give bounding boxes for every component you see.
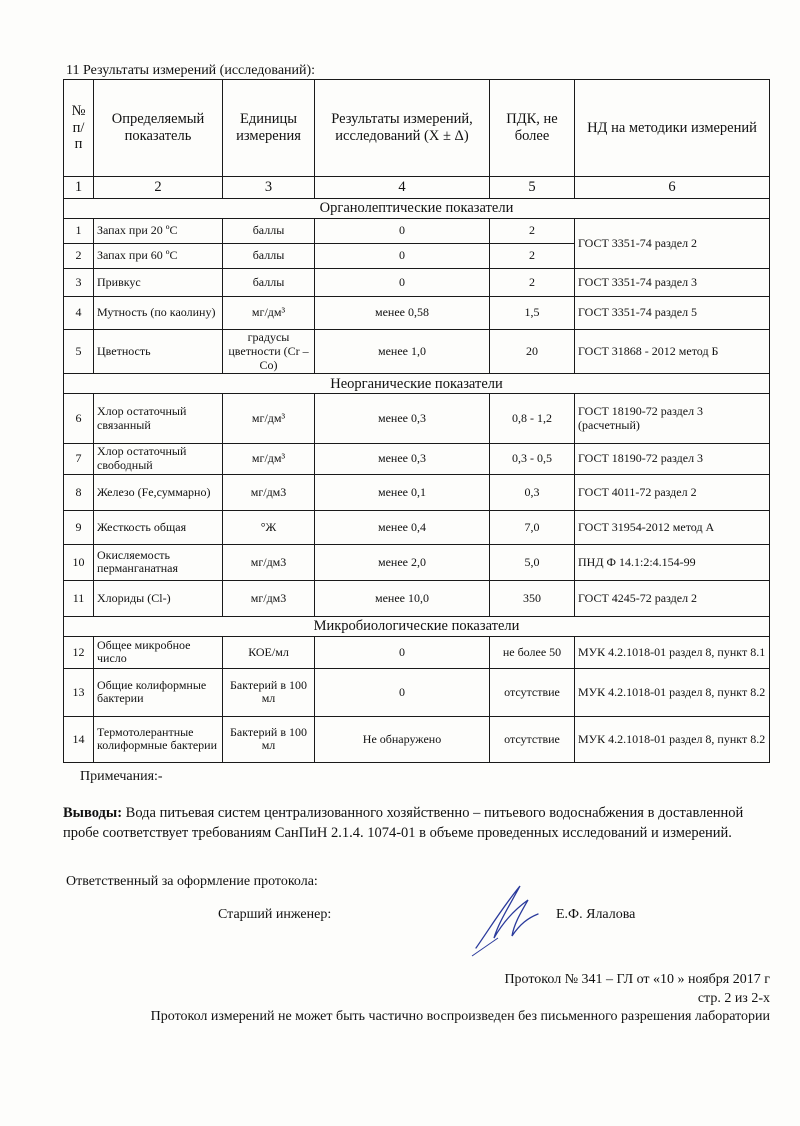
header-pdk: ПДК, не более (490, 80, 575, 177)
results-table (63, 79, 770, 763)
row-indicator: Мутность (по каолину) (94, 297, 223, 330)
row-num: 6 (64, 394, 94, 444)
table-row (64, 394, 770, 444)
row-unit: мг/дм3 (223, 580, 315, 616)
row-num: 2 (64, 244, 94, 269)
row-unit: Бактерий в 100 мл (223, 716, 315, 762)
row-pdk: 2 (490, 244, 575, 269)
row-indicator: Железо (Fe,суммарно) (94, 474, 223, 510)
row-method: ГОСТ 3351-74 раздел 5 (575, 297, 770, 330)
row-pdk: 2 (490, 219, 575, 244)
row-method: МУК 4.2.1018-01 раздел 8, пункт 8.2 (575, 716, 770, 762)
table-row (64, 510, 770, 544)
row-result: 0 (315, 244, 490, 269)
row-pdk: 0,3 - 0,5 (490, 444, 575, 475)
conclusion (63, 803, 763, 843)
row-num: 4 (64, 297, 94, 330)
table-row (64, 269, 770, 297)
col-number: 6 (575, 177, 770, 199)
row-method: ГОСТ 18190-72 раздел 3 (575, 444, 770, 475)
row-result: менее 0,58 (315, 297, 490, 330)
table-row (64, 297, 770, 330)
row-num: 13 (64, 668, 94, 716)
row-pdk: 0,8 - 1,2 (490, 394, 575, 444)
row-result: менее 10,0 (315, 580, 490, 616)
row-num: 10 (64, 544, 94, 580)
row-result: 0 (315, 269, 490, 297)
row-pdk: не более 50 (490, 636, 575, 668)
row-indicator: Общие колиформные бактерии (94, 668, 223, 716)
row-num: 14 (64, 716, 94, 762)
group-title: Микробиологические показатели (64, 616, 770, 636)
row-result: менее 0,3 (315, 444, 490, 475)
row-method: ГОСТ 3351-74 раздел 2 (575, 219, 770, 269)
group-header-microbio (64, 616, 770, 636)
row-method: ПНД Ф 14.1:2:4.154-99 (575, 544, 770, 580)
table-row (64, 330, 770, 374)
row-method: ГОСТ 31868 - 2012 метод Б (575, 330, 770, 374)
row-indicator: Хлор остаточный связанный (94, 394, 223, 444)
row-unit: мг/дм³ (223, 394, 315, 444)
notes: Примечания:- (80, 769, 163, 784)
row-unit: мг/дм³ (223, 444, 315, 475)
header-num: № п/ п (64, 80, 94, 177)
header-unit: Единицы измерения (223, 80, 315, 177)
row-indicator: Окисляемость перманганатная (94, 544, 223, 580)
row-method: ГОСТ 4245-72 раздел 2 (575, 580, 770, 616)
row-unit: баллы (223, 269, 315, 297)
row-unit: мг/дм3 (223, 544, 315, 580)
row-result: менее 0,1 (315, 474, 490, 510)
row-indicator: Термотолерантные колиформные бактерии (94, 716, 223, 762)
row-unit: Бактерий в 100 мл (223, 668, 315, 716)
row-num: 11 (64, 580, 94, 616)
row-result: 0 (315, 668, 490, 716)
row-result: менее 0,3 (315, 394, 490, 444)
conclusion-text: Вода питьевая систем централизованного хозяйственно – питьевого водоснабжения в доставленной пробе соответствует требованиям СанПиН 2.1.4. 1074-01 в объеме проведенных исследований и измерений. (63, 805, 744, 841)
row-indicator: Хлориды (Cl-) (94, 580, 223, 616)
conclusion-label: Выводы: (63, 805, 123, 821)
signer-position: Старший инженер: (218, 907, 332, 922)
row-method: ГОСТ 31954-2012 метод А (575, 510, 770, 544)
signature-icon (468, 880, 548, 963)
row-num: 12 (64, 636, 94, 668)
row-method: МУК 4.2.1018-01 раздел 8, пункт 8.2 (575, 668, 770, 716)
table-header-row (64, 80, 770, 177)
row-pdk: отсутствие (490, 668, 575, 716)
header-result: Результаты измерений, исследований (X ± Δ) (315, 80, 490, 177)
row-indicator: Общее микробное число (94, 636, 223, 668)
table-row (64, 716, 770, 762)
row-unit: КОЕ/мл (223, 636, 315, 668)
row-method: ГОСТ 4011-72 раздел 2 (575, 474, 770, 510)
row-unit: мг/дм³ (223, 297, 315, 330)
col-number: 1 (64, 177, 94, 199)
table-row (64, 444, 770, 475)
row-indicator: Цветность (94, 330, 223, 374)
row-num: 1 (64, 219, 94, 244)
row-unit: °Ж (223, 510, 315, 544)
row-result: менее 0,4 (315, 510, 490, 544)
row-method: МУК 4.2.1018-01 раздел 8, пункт 8.1 (575, 636, 770, 668)
col-number: 2 (94, 177, 223, 199)
table-row (64, 544, 770, 580)
row-indicator: Запах при 20 ºС (94, 219, 223, 244)
col-number: 3 (223, 177, 315, 199)
row-unit: градусы цветности (Cr – Co) (223, 330, 315, 374)
row-pdk: 350 (490, 580, 575, 616)
protocol-number: Протокол № 341 – ГЛ от «10 » ноября 2017 г (504, 972, 770, 987)
row-pdk: 5,0 (490, 544, 575, 580)
row-result: Не обнаружено (315, 716, 490, 762)
row-pdk: 1,5 (490, 297, 575, 330)
table-row (64, 636, 770, 668)
row-pdk: 0,3 (490, 474, 575, 510)
row-pdk: 7,0 (490, 510, 575, 544)
header-indicator: Определяемый показатель (94, 80, 223, 177)
row-indicator: Хлор остаточный свободный (94, 444, 223, 475)
page-number: стр. 2 из 2-х (697, 991, 770, 1006)
row-num: 7 (64, 444, 94, 475)
row-num: 8 (64, 474, 94, 510)
signer-name: Е.Ф. Ялалова (556, 907, 636, 922)
row-indicator: Привкус (94, 269, 223, 297)
row-pdk: отсутствие (490, 716, 575, 762)
row-result: 0 (315, 219, 490, 244)
row-unit: баллы (223, 244, 315, 269)
group-header-inorganic (64, 374, 770, 394)
row-method: ГОСТ 3351-74 раздел 3 (575, 269, 770, 297)
row-result: менее 1,0 (315, 330, 490, 374)
row-num: 5 (64, 330, 94, 374)
responsible-label: Ответственный за оформление протокола: (66, 874, 318, 889)
table-row (64, 580, 770, 616)
row-method: ГОСТ 18190-72 раздел 3 (расчетный) (575, 394, 770, 444)
group-title: Неорганические показатели (64, 374, 770, 394)
row-num: 3 (64, 269, 94, 297)
col-number: 4 (315, 177, 490, 199)
row-result: 0 (315, 636, 490, 668)
table-row (64, 219, 770, 244)
table-row (64, 474, 770, 510)
row-num: 9 (64, 510, 94, 544)
group-header-organoleptic (64, 199, 770, 219)
disclaimer: Протокол измерений не может быть частично воспроизведен без письменного разрешения лаборатории (150, 1009, 770, 1024)
row-unit: мг/дм3 (223, 474, 315, 510)
section-title: 11 Результаты измерений (исследований): (66, 63, 316, 78)
row-pdk: 20 (490, 330, 575, 374)
row-result: менее 2,0 (315, 544, 490, 580)
row-indicator: Жесткость общая (94, 510, 223, 544)
group-title: Органолептические показатели (64, 199, 770, 219)
table-row (64, 668, 770, 716)
row-pdk: 2 (490, 269, 575, 297)
col-number: 5 (490, 177, 575, 199)
row-unit: баллы (223, 219, 315, 244)
row-indicator: Запах при 60 ºС (94, 244, 223, 269)
column-number-row (64, 177, 770, 199)
header-method: НД на методики измерений (575, 80, 770, 177)
